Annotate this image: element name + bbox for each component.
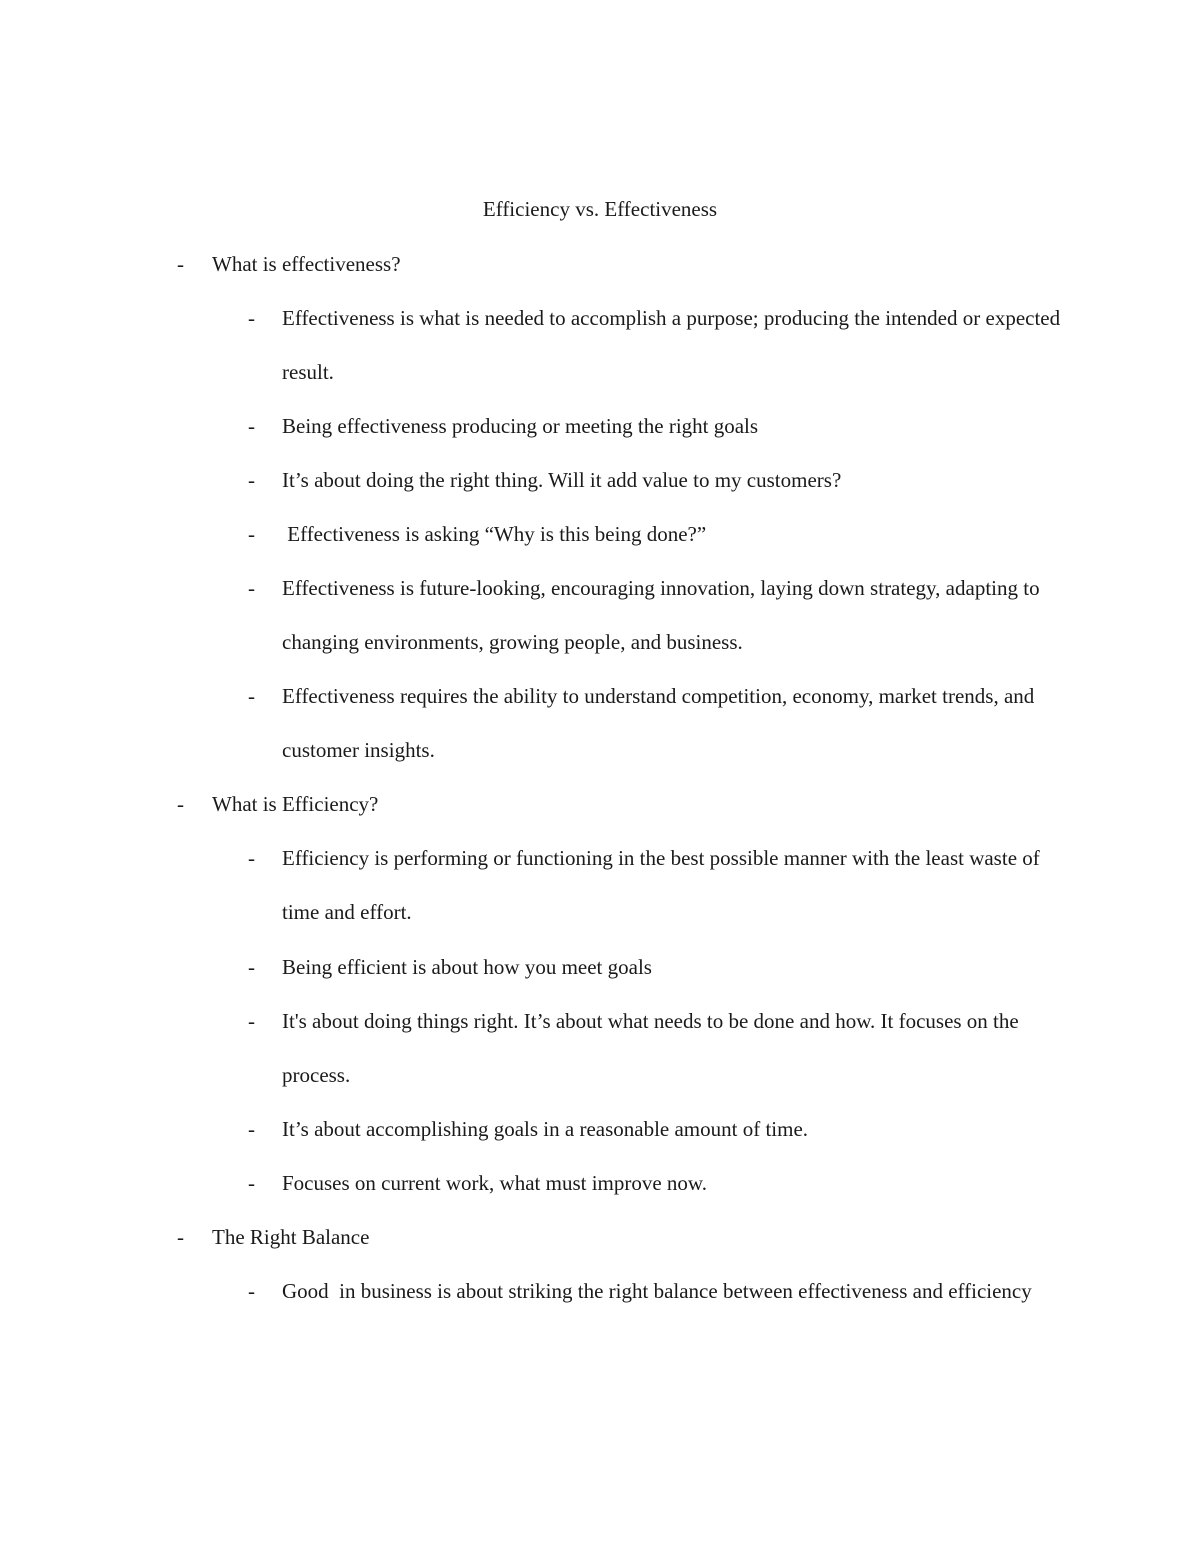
list-item-text: Being effectiveness producing or meeting the right goals xyxy=(282,414,759,438)
bullet-dash: - xyxy=(248,1117,255,1141)
section-heading-text: What is Efficiency? xyxy=(212,792,379,816)
list-item-text: Effectiveness is what is needed to accomplish a purpose; producing the intended or expected result. xyxy=(282,306,1061,384)
bullet-dash: - xyxy=(248,522,255,546)
list-item-text: Focuses on current work, what must improve now. xyxy=(282,1171,707,1195)
bullet-dash: - xyxy=(248,1279,255,1303)
bullet-dash: - xyxy=(177,252,184,276)
document-title: Efficiency vs. Effectiveness xyxy=(482,197,718,221)
list-item-text: Efficiency is performing or functioning in the best possible manner with the least waste of time and effort. xyxy=(282,846,1040,924)
bullet-dash: - xyxy=(177,1225,184,1249)
list-item-text: It’s about doing the right thing. Will it add value to my customers? xyxy=(282,468,842,492)
bullet-dash: - xyxy=(248,468,255,492)
bullet-dash: - xyxy=(177,792,184,816)
list-item-text: It’s about accomplishing goals in a reasonable amount of time. xyxy=(282,1117,809,1141)
list-item-text: Being efficient is about how you meet goals xyxy=(282,955,652,979)
list-item-text: Effectiveness is asking “Why is this being done?” xyxy=(282,522,707,546)
bullet-dash: - xyxy=(248,306,255,330)
bullet-dash: - xyxy=(248,414,255,438)
list-item-text: Good in business is about striking the right balance between effectiveness and efficiency xyxy=(282,1279,1032,1303)
bullet-dash: - xyxy=(248,576,255,600)
list-item-text: It's about doing things right. It’s about what needs to be done and how. It focuses on the process. xyxy=(282,1009,1019,1087)
list-item-text: Effectiveness is future-looking, encouraging innovation, laying down strategy, adapting to changing environments, growing people, and business. xyxy=(282,576,1040,654)
bullet-dash: - xyxy=(248,955,255,979)
section-heading-text: The Right Balance xyxy=(212,1225,370,1249)
section-heading-text: What is effectiveness? xyxy=(212,252,401,276)
list-item-text: Effectiveness requires the ability to understand competition, economy, market trends, and customer insights. xyxy=(282,684,1035,762)
bullet-dash: - xyxy=(248,684,255,708)
bullet-dash: - xyxy=(248,846,255,870)
bullet-dash: - xyxy=(248,1171,255,1195)
bullet-dash: - xyxy=(248,1009,255,1033)
